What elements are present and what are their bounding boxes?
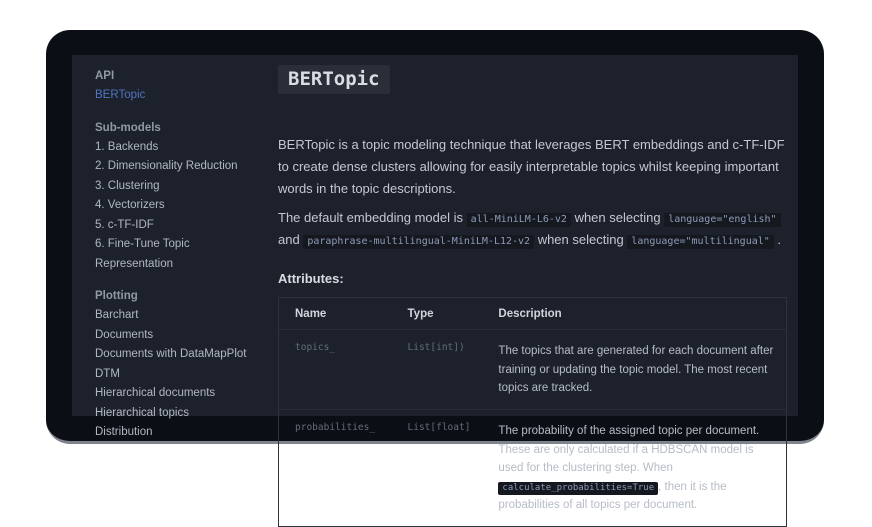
attr-type-topics: List[int]): [392, 330, 483, 410]
code-all-minilm: all-MiniLM-L6-v2: [467, 213, 571, 227]
table-row-topics: [279, 330, 787, 410]
attributes-table: [278, 297, 787, 527]
attr-desc-topics: The topics that are generated for each document after training or updating the topic model. The most recent topics are tracked.: [482, 330, 786, 410]
sidebar-section-sub-models: Sub-models: [95, 121, 161, 134]
sidebar-item-backends[interactable]: 1. Backends: [95, 140, 159, 153]
attributes-heading: Attributes:: [278, 271, 344, 287]
sidebar-item-distribution[interactable]: Distribution: [95, 426, 153, 438]
page-title: BERTopic: [278, 65, 390, 94]
desc-text-pre: The probability of the assigned topic per document. These are only calculated if a HDBSCAN model is used for the clustering step. When: [498, 425, 760, 475]
attr-name-topics: topics_: [279, 330, 392, 410]
attr-type-probabilities: List[float]: [392, 410, 483, 527]
code-language-english: language="english": [664, 213, 780, 227]
sidebar-item-dtm[interactable]: DTM: [95, 367, 120, 380]
desc-text-post: , then it is the probabilities of all topics per document.: [498, 480, 727, 511]
code-language-multilingual: language="multilingual": [627, 235, 773, 249]
attr-name-probabilities: probabilities_: [279, 410, 392, 527]
sidebar-item-bertopic[interactable]: BERTopic: [95, 89, 146, 101]
attr-desc-probabilities: [482, 410, 786, 527]
code-calculate-probabilities: calculate_probabilities=True: [498, 482, 658, 495]
code-paraphrase-multilingual: paraphrase-multilingual-MiniLM-L12-v2: [303, 235, 534, 249]
sidebar-item-documents-datamapplot[interactable]: Documents with DataMapPlot: [95, 348, 247, 360]
table-row-probabilities: [279, 410, 787, 527]
sidebar-item-dimensionality-reduction[interactable]: 2. Dimensionality Reduction: [95, 160, 238, 172]
column-header-type: Type: [407, 308, 434, 321]
embedding-model-paragraph: [278, 207, 787, 251]
sidebar-item-hierarchical-documents[interactable]: Hierarchical documents: [95, 387, 216, 399]
column-header-name: Name: [295, 308, 327, 321]
p2-text-4: when selecting: [534, 232, 628, 248]
column-header-description: Description: [498, 308, 562, 321]
docs-page: [72, 55, 798, 511]
table-header-row: [279, 298, 787, 330]
sidebar-section-api: API: [95, 70, 115, 82]
p2-text-3: and: [278, 232, 304, 248]
p2-text-2: when selecting: [570, 210, 665, 225]
sidebar-item-hierarchical-topics[interactable]: Hierarchical topics: [95, 406, 189, 419]
sidebar-item-barchart[interactable]: Barchart: [95, 309, 139, 321]
sidebar-item-documents[interactable]: Documents: [95, 328, 154, 341]
sidebar-section-plotting: Plotting: [95, 290, 138, 302]
main-content: [262, 55, 801, 511]
monitor-frame: [46, 30, 824, 511]
sidebar-nav: [72, 55, 262, 438]
sidebar-item-ctfidf[interactable]: 5. c-TF-IDF: [95, 218, 154, 231]
p2-text-5: .: [773, 232, 782, 248]
p2-text-1: The default embedding model is: [278, 210, 467, 225]
sidebar-item-fine-tune-topic-representation[interactable]: 6. Fine-Tune Topic Representation: [95, 238, 190, 270]
sidebar-item-clustering[interactable]: 3. Clustering: [95, 179, 160, 192]
sidebar-item-vectorizers[interactable]: 4. Vectorizers: [95, 199, 165, 211]
intro-paragraph: BERTopic is a topic modeling technique that leverages BERT embeddings and c-TF-IDF to create dense clusters allowing for easily interpretable topics whilst keeping important words in the topic descriptions.: [278, 136, 785, 196]
